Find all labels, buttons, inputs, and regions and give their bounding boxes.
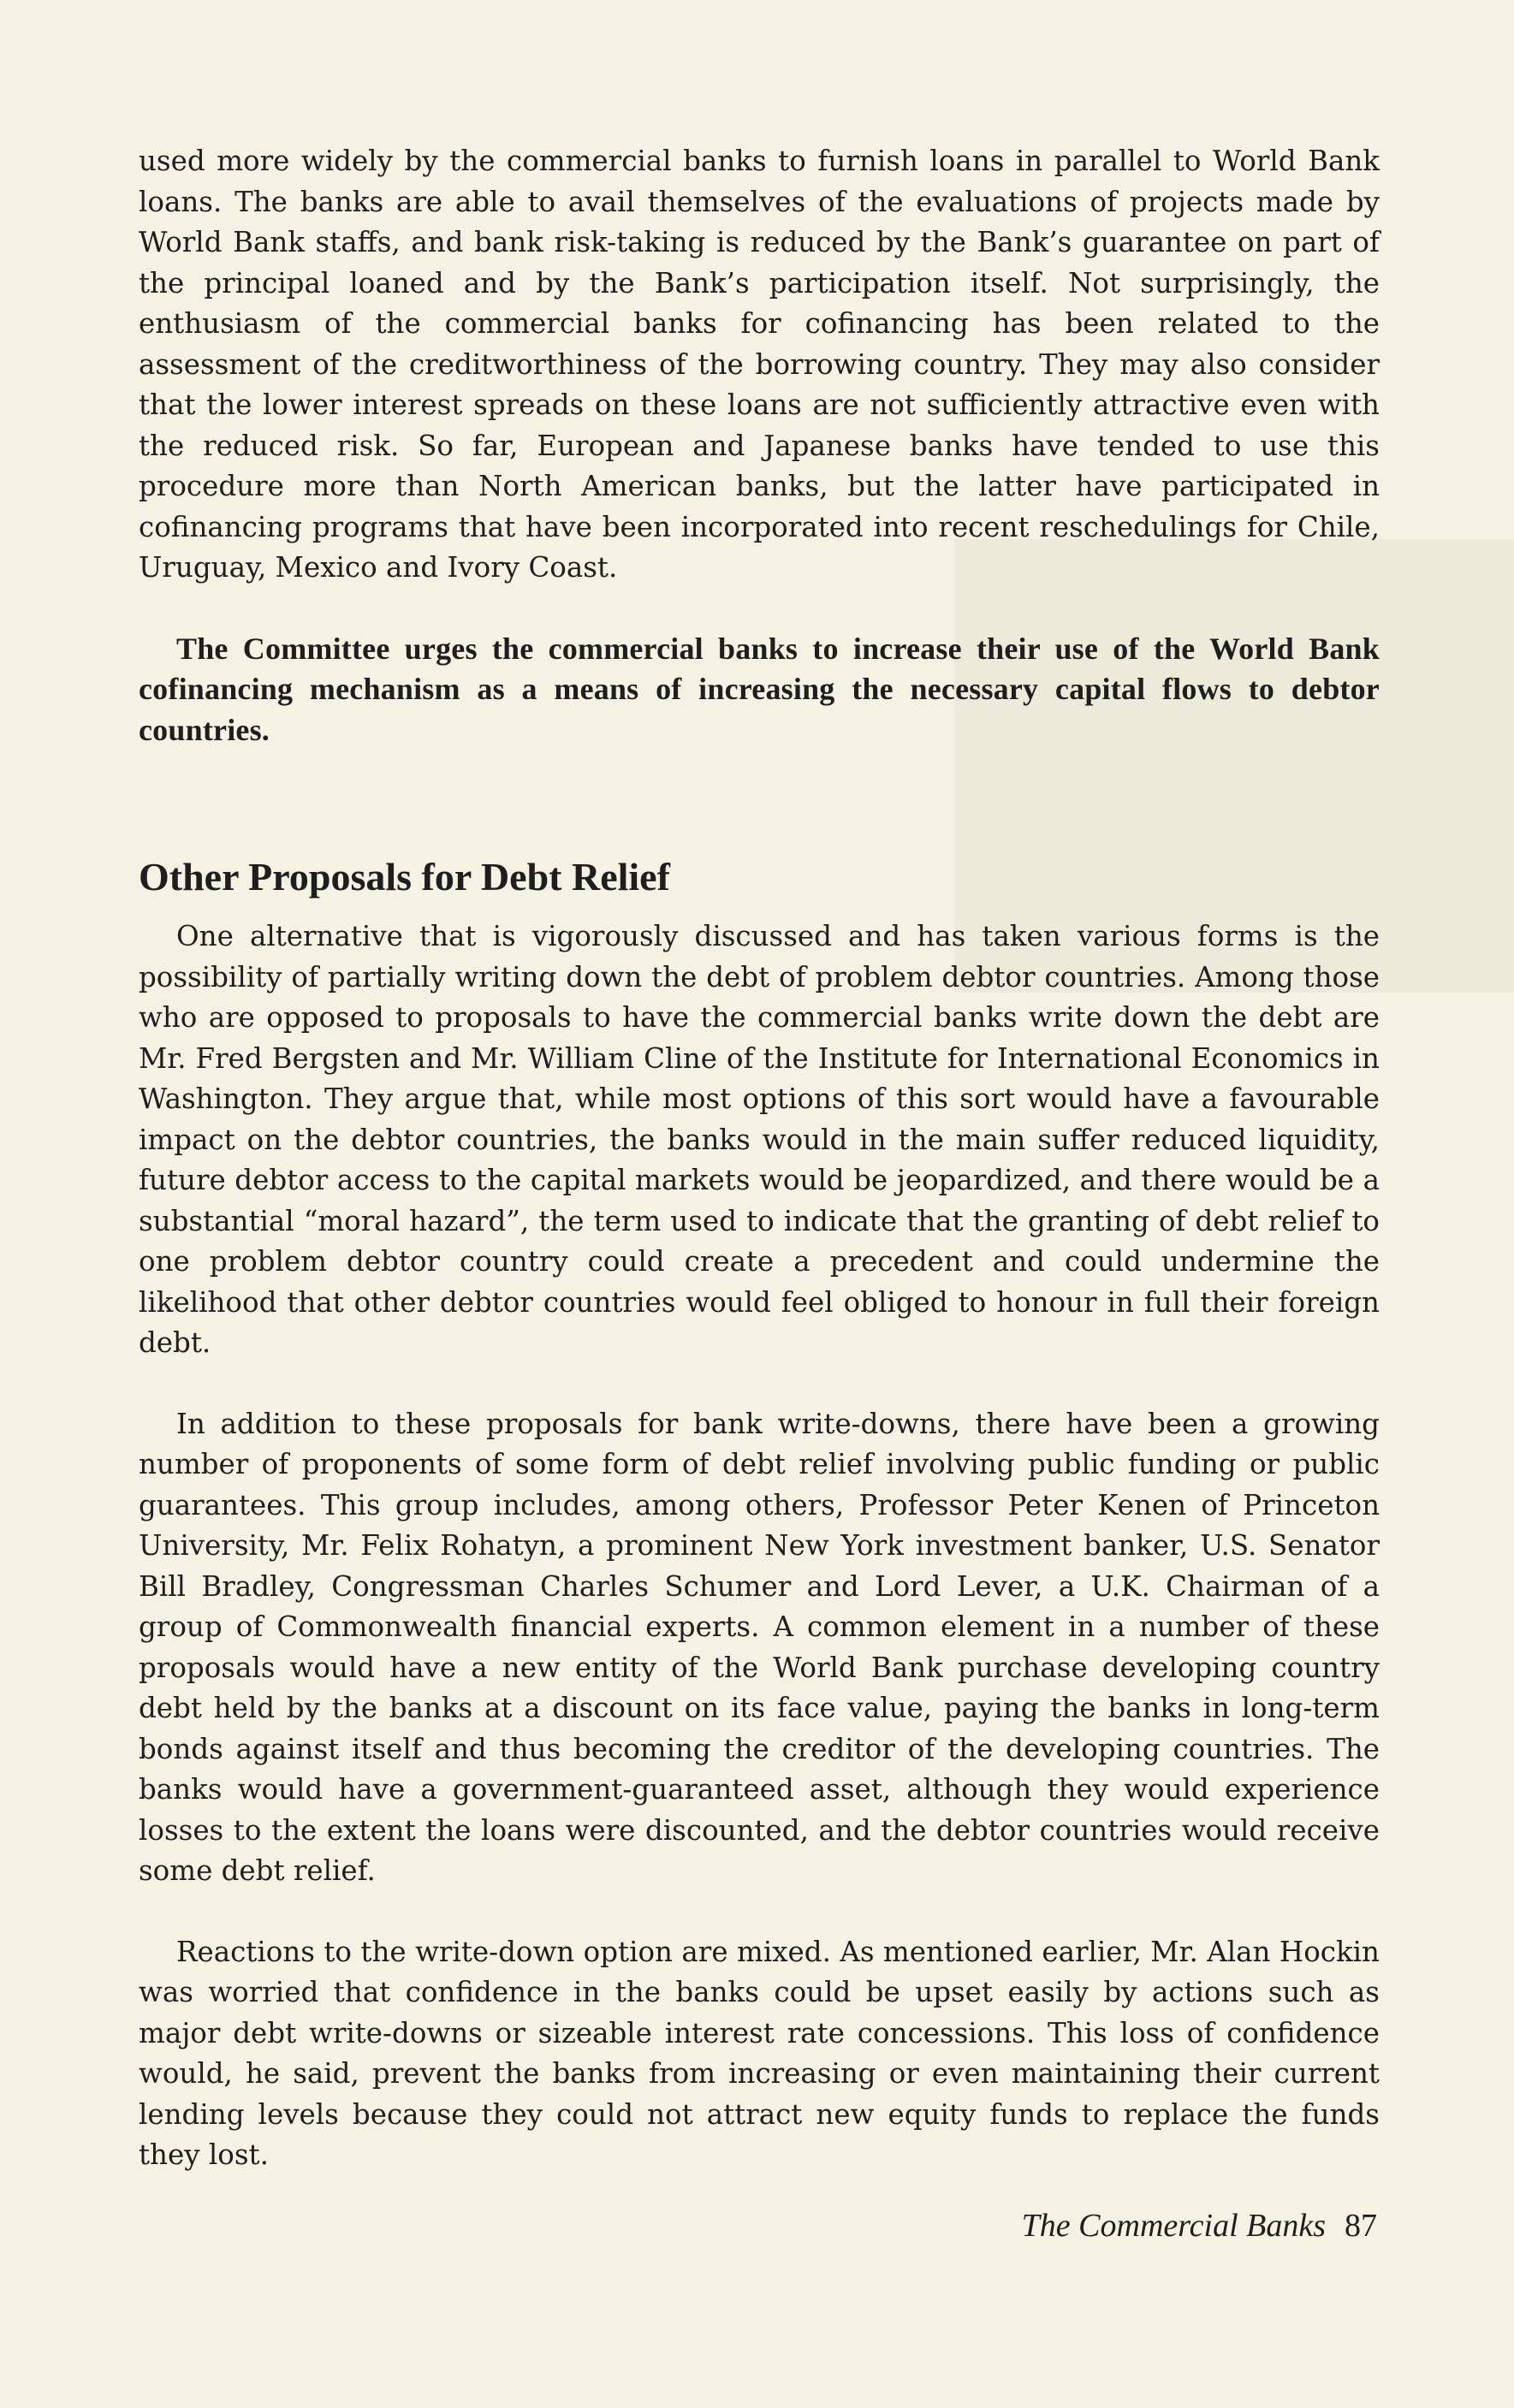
committee-recommendation: The Committee urges the commercial banks to increase their use of the World Bank cofinancing mechanism as a means of increasing the necessary capital flows to debtor countries.	[139, 631, 1380, 747]
paragraph-write-down-debate: One alternative that is vigorously discussed and has taken various forms is the possibility of partially writing down the debt of problem debtor countries. Among those who are opposed to proposals to have the commercial banks write down the debt are Mr. Fred Bergsten and Mr. William Cline of the Institute for International Economics in Washington. They argue that, while most options of this sort would have a favourable impact on the debtor countries, the banks would in the main suffer reduced liquidity, future debtor access to the capital markets would be jeopardized, and there would be a substantial “moral hazard”, the term used to indicate that the granting of debt relief to one problem debtor country could create a precedent and could undermine the likelihood that other debtor countries would feel obliged to honour in full their foreign debt.	[139, 920, 1380, 1359]
paragraph-reactions: Reactions to the write-down option are mixed. As mentioned earlier, Mr. Alan Hockin was worried that confidence in the banks could be upset easily by actions such as major debt write-downs or sizeable interest rate concessions. This loss of confidence would, he said, prevent the banks from increasing or even maintaining their current lending levels because they could not attract new equity funds to replace the funds they lost.	[139, 1935, 1380, 2171]
page-footer	[1022, 2206, 1377, 2245]
text-column	[139, 141, 1380, 2176]
running-title: The Commercial Banks	[1021, 2208, 1326, 2244]
page-number: 87	[1345, 2208, 1377, 2244]
paragraph-public-funding-proposals: In addition to these proposals for bank write-downs, there have been a growing number of proponents of some form of debt relief involving public funding or public guarantees. This group includes, among others, Professor Peter Kenen of Princeton University, Mr. Felix Rohatyn, a prominent New York investment banker, U.S. Senator Bill Bradley, Congressman Charles Schumer and Lord Lever, a U.K. Chairman of a group of Commonwealth financial experts. A common element in a number of these proposals would have a new entity of the World Bank purchase developing country debt held by the banks at a discount on its face value, paying the banks in long-term bonds against itself and thus becoming the creditor of the developing countries. The banks would have a government-guaranteed asset, although they would experience losses to the extent the loans were discounted, and the debtor countries would receive some debt relief.	[139, 1407, 1380, 1887]
section-heading: Other Proposals for Debt Relief	[139, 855, 670, 899]
paragraph-continued: used more widely by the commercial banks to furnish loans in parallel to World Bank loans. The banks are able to avail themselves of the evaluations of projects made by World Bank staffs, and bank risk-taking is reduced by the Bank’s guarantee on part of the principal loaned and by the Bank’s participation itself. Not surprisingly, the enthusiasm of the commercial banks for cofinancing has been related to the assessment of the creditworthiness of the borrowing country. They may also consider that the lower interest spreads on these loans are not sufficiently attractive even with the reduced risk. So far, European and Japanese banks have tended to use this procedure more than North American banks, but the latter have participated in cofinancing programs that have been incorporated into recent reschedulings for Chile, Uruguay, Mexico and Ivory Coast.	[139, 145, 1380, 584]
